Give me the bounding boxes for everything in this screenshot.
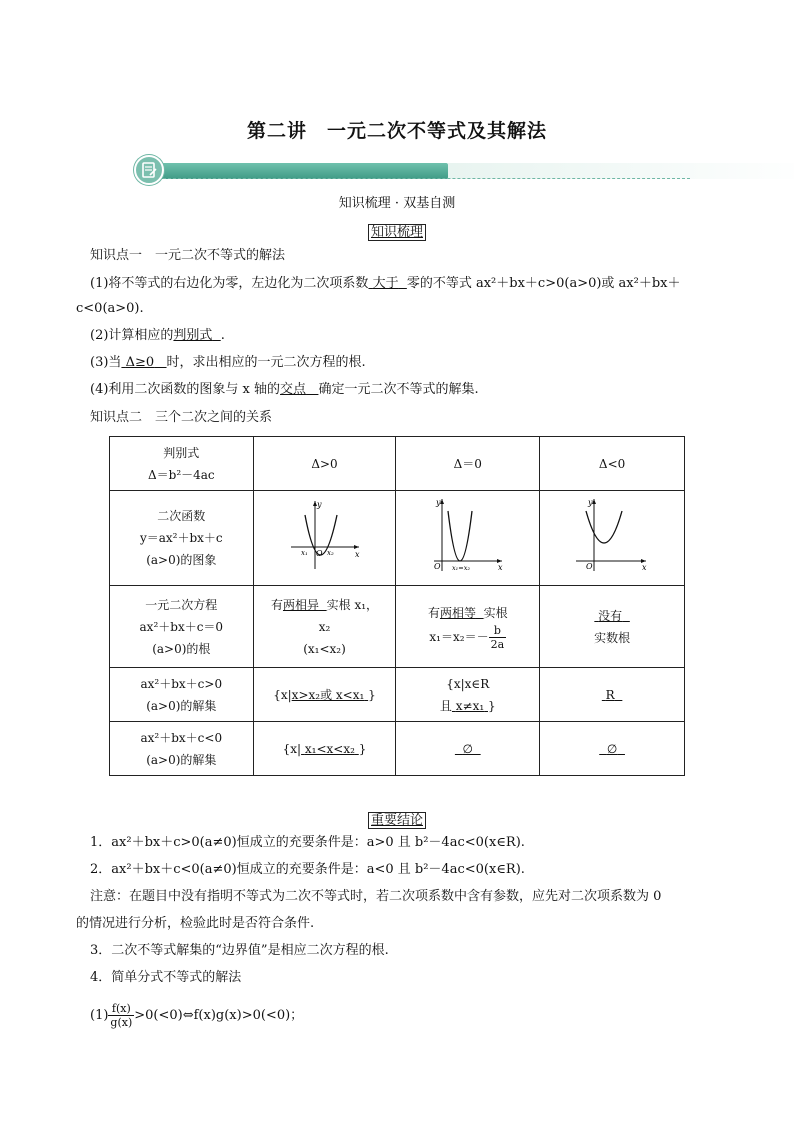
blank-answer	[283, 598, 327, 612]
notebook-icon	[134, 155, 164, 185]
note-line-1: 注意：在题目中没有指明不等式为二次不等式时，若二次项系数中含有参数，应先对二次项系数为 0	[90, 889, 662, 904]
table-header: Δ>0	[253, 437, 396, 491]
table-row	[110, 668, 685, 722]
blank-answer-text: ∅	[462, 741, 473, 756]
cell-text: }	[368, 687, 376, 702]
blank-answer-text: x>x₂或 x<x₁	[291, 687, 365, 702]
row-label: (a>0)的图象	[146, 553, 217, 567]
blank-answer	[599, 742, 625, 756]
x-arrow	[354, 545, 359, 549]
cell-line	[257, 594, 393, 616]
kp1-title: 知识点一 一元二次不等式的解法	[90, 248, 286, 263]
table-row	[110, 722, 685, 776]
root-label: x₁	[300, 548, 308, 557]
y-arrow	[592, 499, 596, 504]
x-label: x	[354, 549, 360, 559]
cell-text: }	[358, 741, 367, 756]
blank-answer-text: Δ≥0	[125, 355, 155, 370]
root-label: x₁=x₂	[451, 563, 470, 572]
section-banner	[130, 155, 690, 185]
row-label: (a>0)的解集	[146, 698, 217, 713]
blank-answer-text: 两相异	[282, 597, 319, 612]
y-label: y	[316, 499, 322, 509]
blank-answer-text: 两相等	[439, 606, 476, 620]
table-row	[110, 586, 685, 668]
conclusion-1: 1．ax²＋bx＋c>0(a≠0)恒成立的充要条件是：a>0 且 b²－4ac<0(x∈R).	[90, 835, 525, 850]
row-label: 二次函数	[157, 509, 206, 523]
blank-answer-text: R	[605, 687, 615, 702]
row-label: (a>0)的根	[152, 641, 211, 656]
blank-answer	[440, 606, 484, 620]
kp1-step1-cont: c<0(a>0).	[76, 301, 144, 316]
table-cell	[253, 491, 396, 586]
y-label: y	[435, 497, 441, 507]
cell-text: x₁＝x₂＝－	[429, 630, 489, 644]
kp2-title: 知识点二 三个二次之间的关系	[90, 410, 273, 425]
cell-line: (x₁<x₂)	[303, 641, 346, 656]
blank-answer-text: ∅	[606, 741, 618, 756]
parabola-curve	[448, 511, 472, 561]
table-cell	[396, 586, 540, 668]
table-row	[110, 491, 685, 586]
equivalence-text: >0(<0)⇔f(x)g(x)>0(<0)；	[134, 1008, 304, 1023]
table-cell	[540, 722, 685, 776]
blank-answer-text: x≠x₁	[455, 698, 485, 713]
cell-line: {x|x∈R	[446, 676, 490, 691]
table-cell	[110, 668, 254, 722]
banner-bar	[138, 163, 448, 179]
origin-label: O	[315, 548, 323, 558]
item-prefix: (1)	[90, 1008, 109, 1023]
cell-text: 有	[427, 606, 440, 620]
kp1-step3-end: 时，求出相应的一元二次方程的根.	[166, 355, 366, 370]
cell-text: 有	[270, 597, 283, 612]
kp1-step3	[90, 354, 730, 372]
page-title: 第二讲 一元二次不等式及其解法	[246, 120, 547, 142]
subheading-knowledge-text: 知识梳理	[368, 224, 426, 241]
row-label: 一元二次方程	[145, 597, 218, 612]
fraction	[489, 624, 507, 651]
cell-text: 实根	[483, 606, 508, 620]
cell-line	[543, 605, 681, 627]
table-header: Δ＝0	[396, 437, 540, 491]
table-cell	[253, 586, 396, 668]
origin-label: O	[433, 561, 441, 571]
cell-line	[399, 602, 536, 624]
table-cell	[110, 586, 254, 668]
kp1-step4-end: 确定一元二次不等式的解集.	[318, 382, 479, 397]
blank-answer-text: 没有	[598, 608, 623, 623]
blank-answer	[301, 742, 359, 756]
header-discriminant-formula: Δ＝b²－4ac	[147, 467, 215, 482]
conclusion-4-1	[90, 997, 730, 1035]
kp1-step4-text: (4)利用二次函数的图象与 x 轴的	[90, 382, 281, 397]
blank-answer-text: x₁<x<x₂	[304, 741, 355, 756]
table-cell	[253, 722, 396, 776]
x-label: x	[642, 562, 647, 572]
cell-text: {x|	[282, 741, 302, 756]
section-heading: 知识梳理 · 双基自测	[338, 196, 456, 211]
table-cell	[396, 668, 540, 722]
banner-dashed-line	[138, 178, 690, 179]
kp1-step1-text: (1)将不等式的右边化为零，左边化为二次项系数	[90, 276, 369, 291]
origin-label: O	[586, 561, 593, 571]
cell-line	[399, 624, 536, 651]
kp1-step1	[90, 275, 730, 293]
x-label: x	[497, 562, 503, 572]
row-label: (a>0)的解集	[146, 752, 217, 767]
row-label: ax²＋bx＋c>0	[140, 676, 223, 691]
banner-fade	[448, 163, 794, 179]
table-cell	[110, 437, 254, 491]
blank-answer	[455, 742, 481, 756]
table-cell	[110, 491, 254, 586]
cell-line: x₂	[318, 619, 331, 634]
kp1-step1-text-b: 零的不等式 ax²＋bx＋c>0(a>0)或 ax²＋bx＋	[406, 276, 681, 291]
blank-answer	[173, 328, 220, 343]
parabola-double-root-graph	[428, 495, 508, 575]
root-label: x₂	[326, 548, 334, 557]
row-label: y＝ax²＋bx＋c	[139, 531, 223, 545]
cell-text: 且	[439, 698, 452, 713]
kp1-step2-text: (2)计算相应的	[90, 328, 174, 343]
table-cell	[540, 491, 685, 586]
kp1-step2-end: .	[220, 328, 225, 343]
fraction-numerator: b	[489, 624, 507, 638]
blank-answer	[280, 382, 318, 397]
cell-line: 实数根	[594, 630, 631, 645]
blank-answer	[602, 688, 623, 702]
conclusion-4: 4．简单分式不等式的解法	[90, 970, 242, 985]
relation-table	[109, 436, 685, 776]
conclusion-2: 2．ax²＋bx＋c<0(a≠0)恒成立的充要条件是：a<0 且 b²－4ac<0(x∈R).	[90, 862, 525, 877]
table-cell	[396, 491, 540, 586]
table-cell	[110, 722, 254, 776]
blank-answer-text: 判别式	[173, 328, 213, 343]
conclusion-3: 3．二次不等式解集的“边界值”是相应二次方程的根.	[90, 943, 389, 958]
fraction-numerator: f(x)	[108, 1002, 134, 1016]
fraction	[108, 1002, 134, 1029]
cell-text: 实根 x₁，	[326, 597, 379, 612]
y-label: y	[588, 497, 593, 507]
blank-answer	[121, 355, 166, 370]
note-line-2: 的情况进行分析，检验此时是否符合条件.	[76, 916, 315, 931]
y-arrow	[440, 499, 444, 504]
subheading-conclusions	[0, 809, 794, 828]
row-label: ax²＋bx＋c<0	[140, 730, 223, 745]
table-cell	[253, 668, 396, 722]
table-cell	[540, 586, 685, 668]
kp1-step2	[90, 327, 730, 345]
blank-answer	[368, 276, 406, 291]
blank-answer	[452, 699, 488, 713]
table-row	[110, 437, 685, 491]
kp1-step4	[90, 381, 730, 399]
parabola-no-root-graph	[572, 495, 652, 575]
parabola-curve	[586, 511, 622, 543]
fraction-denominator: g(x)	[110, 1016, 133, 1029]
fraction-denominator: 2a	[490, 638, 505, 651]
row-label: ax²＋bx＋c＝0	[139, 619, 224, 634]
blank-answer	[292, 688, 368, 702]
cell-text: {x|	[273, 687, 292, 702]
subheading-knowledge	[0, 221, 794, 240]
cell-text: }	[488, 698, 496, 713]
blank-answer-text: 交点	[280, 382, 307, 397]
header-discriminant: 判别式	[163, 445, 200, 460]
subheading-conclusions-text: 重要结论	[368, 812, 426, 829]
table-cell	[396, 722, 540, 776]
kp1-step3-text: (3)当	[90, 355, 122, 370]
blank-answer-text: 大于	[372, 276, 399, 291]
table-cell	[540, 668, 685, 722]
cell-line	[399, 695, 536, 717]
parabola-two-roots-graph	[285, 495, 365, 575]
table-header: Δ<0	[540, 437, 685, 491]
blank-answer	[594, 609, 629, 623]
